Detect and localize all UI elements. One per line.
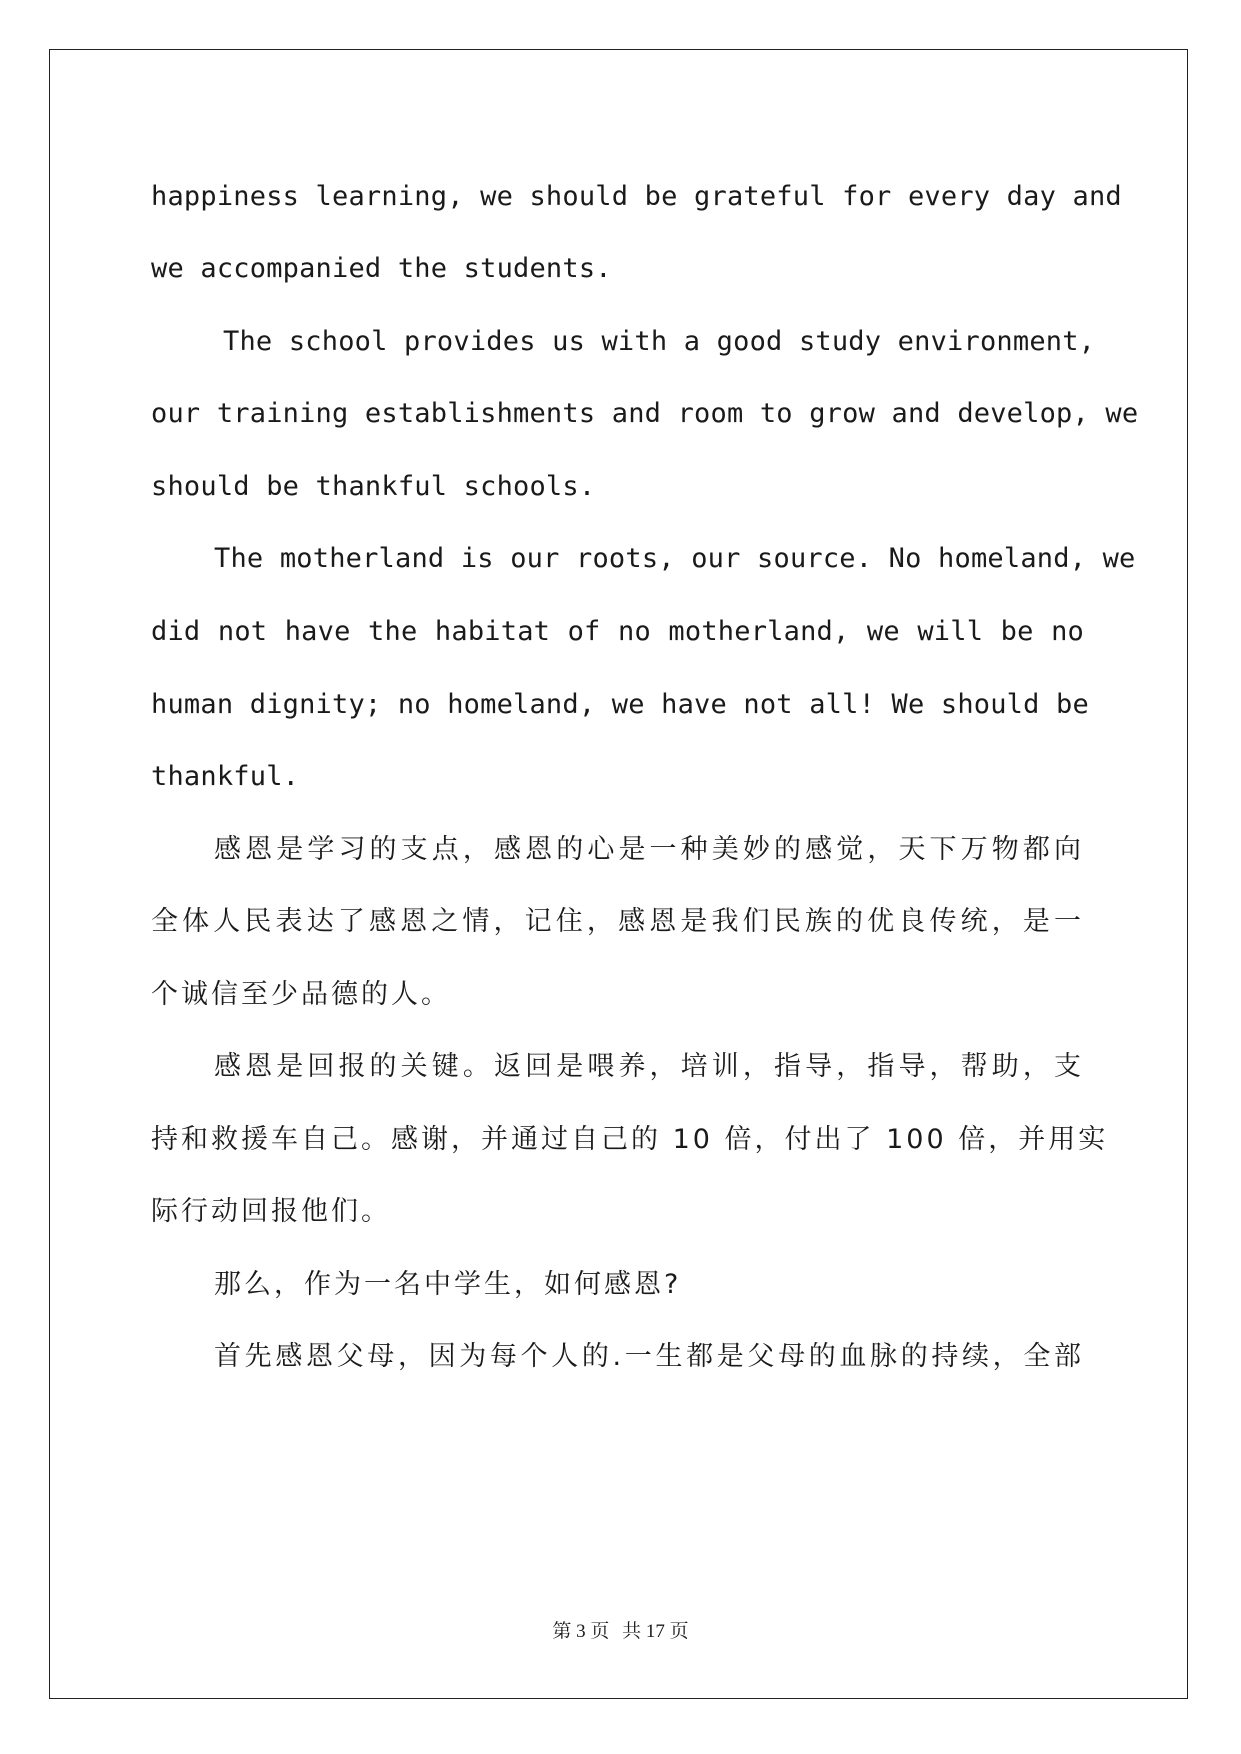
text-line: 全体人民表达了感恩之情，记住，感恩是我们民族的优良传统，是一 xyxy=(151,906,1084,937)
paragraph-start-line: The school provides us with a good study environment, xyxy=(223,326,1096,357)
text-line: did not have the habitat of no motherland, we will be no xyxy=(151,616,1084,647)
text-line: should be thankful schools. xyxy=(151,471,596,502)
page-footer xyxy=(0,1616,1241,1643)
text-line: we accompanied the students. xyxy=(151,253,612,284)
paragraph-start-line: 感恩是回报的关键。返回是喂养，培训，指导，指导，帮助，支 xyxy=(214,1051,1084,1082)
text-line: happiness learning, we should be grateful for every day and xyxy=(151,181,1122,212)
paragraph-start-line: 感恩是学习的支点，感恩的心是一种美妙的感觉，天下万物都向 xyxy=(214,834,1084,865)
paragraph-start-line: 那么，作为一名中学生，如何感恩? xyxy=(214,1269,682,1300)
page-border xyxy=(49,49,1188,1699)
page-total: 共 17 页 xyxy=(622,1621,689,1642)
text-line: our training establishments and room to grow and develop, we xyxy=(151,398,1139,429)
paragraph-start-line: 首先感恩父母，因为每个人的.一生都是父母的血脉的持续，全部 xyxy=(214,1341,1084,1372)
text-line: 个诚信至少品德的人。 xyxy=(151,979,451,1010)
text-line: human dignity; no homeland, we have not all! We should be xyxy=(151,689,1089,720)
text-line: thankful. xyxy=(151,761,300,792)
page-number: 第 3 页 xyxy=(552,1621,610,1642)
text-line: 持和救援车自己。感谢，并通过自己的 10 倍，付出了 100 倍，并用实 xyxy=(151,1124,1109,1155)
paragraph-start-line: The motherland is our roots, our source. No homeland, we xyxy=(214,543,1136,574)
text-line: 际行动回报他们。 xyxy=(151,1196,391,1227)
